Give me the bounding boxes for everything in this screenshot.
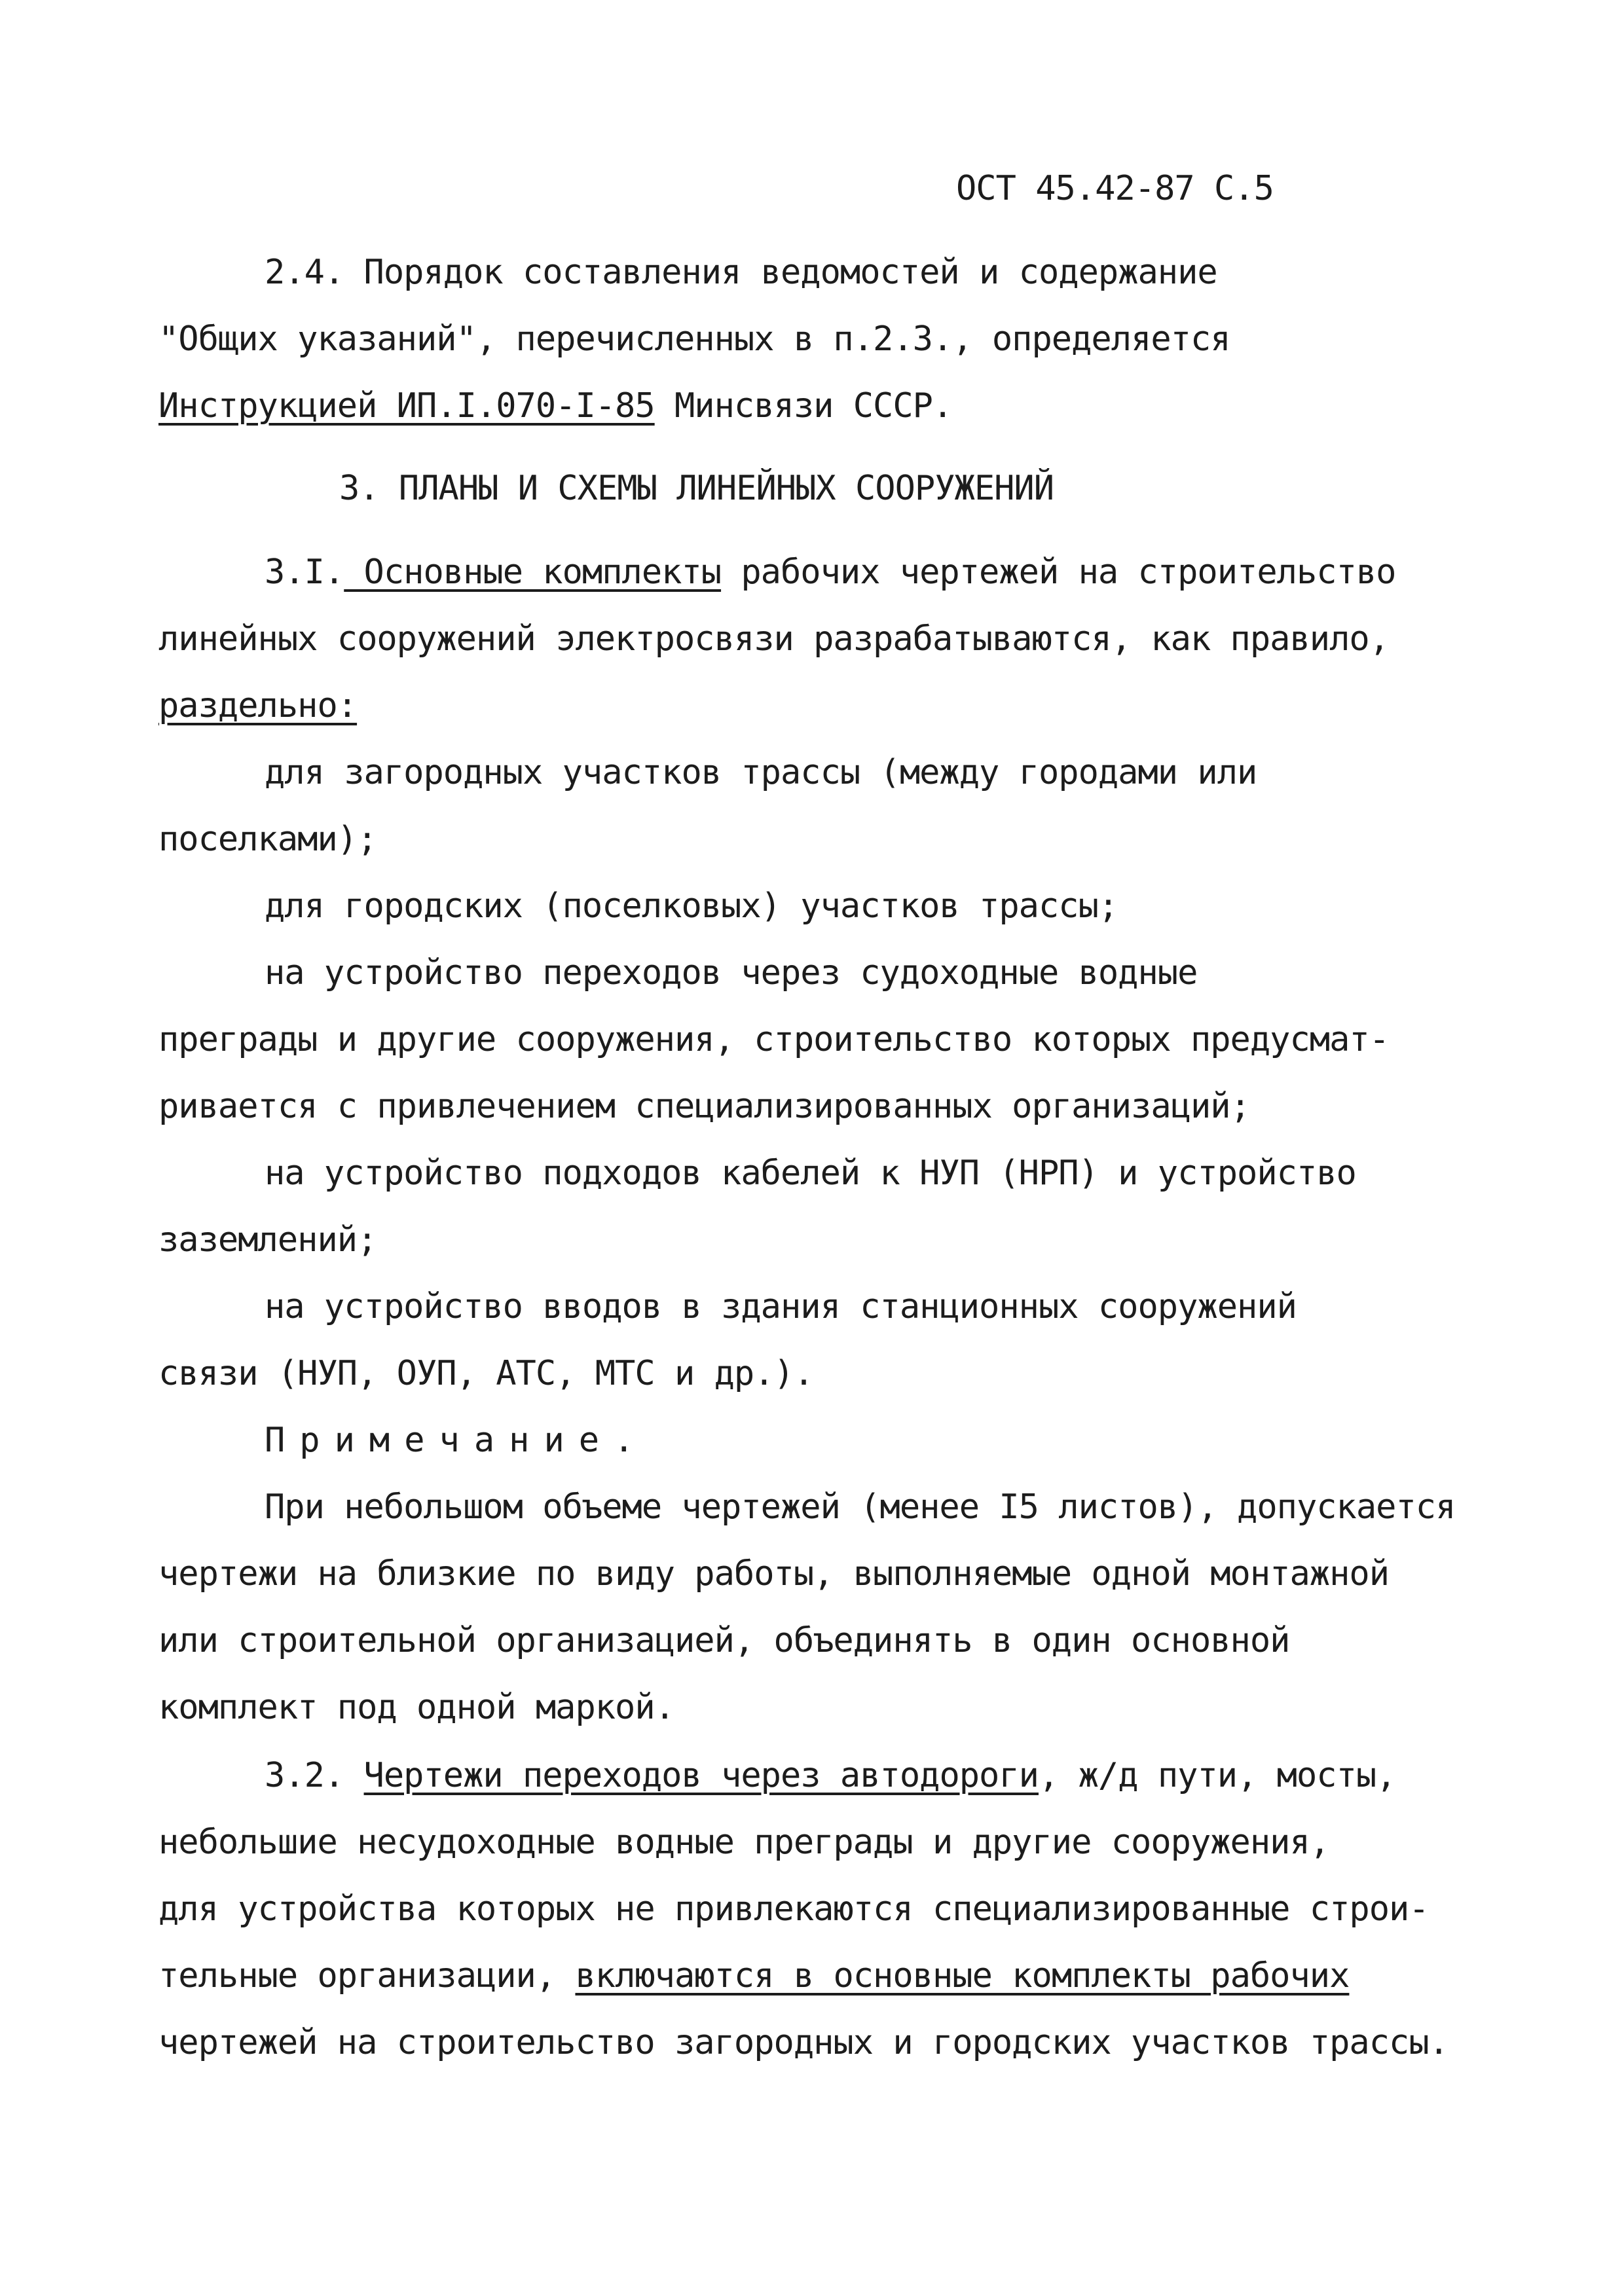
clause-3-1-number: 3.I.: [265, 553, 344, 592]
clause-3-1-line-3: [158, 686, 358, 725]
list-item-approaches-line-1: на устройство подходов кабелей к НУП (НРП) и устройство: [265, 1154, 1356, 1193]
main-sets-phrase: Основные комплекты: [344, 553, 722, 592]
note-label: Примечание.: [265, 1421, 649, 1460]
list-item-urban: для городских (поселковых) участков трассы;: [265, 886, 1118, 926]
clause-3-2-line-3: для устройства которых не привлекаются специализированные строи-: [158, 1889, 1429, 1929]
list-item-inputs-line-1: на устройство вводов в здания станционных сооружений: [265, 1287, 1297, 1326]
list-item-approaches-line-2: заземлений;: [158, 1220, 377, 1260]
included-in-main-sets-phrase: включаются в основные комплекты рабочих: [575, 1956, 1350, 1995]
separately-word: раздельно:: [158, 686, 358, 725]
list-item-crossings-line-3: ривается с привлечением специализированных организаций;: [158, 1087, 1250, 1126]
note-line-2: чертежи на близкие по виду работы, выполняемые одной монтажной: [158, 1554, 1390, 1594]
clause-3-2-line-4-start: тельные организации,: [158, 1956, 576, 1995]
clause-3-2-line-5: чертежей на строительство загородных и городских участков трассы.: [158, 2023, 1449, 2062]
list-item-inputs-line-2: связи (НУП, ОУП, АТС, МТС и др.).: [158, 1354, 814, 1393]
list-item-rural-line-2: поселками);: [158, 820, 377, 859]
clause-3-2-number: 3.2.: [265, 1756, 364, 1795]
list-item-rural-line-1: для загородных участков трассы (между городами или: [265, 753, 1257, 792]
clause-3-1-line-2: линейных сооружений электросвязи разрабатываются, как правило,: [158, 619, 1390, 659]
list-item-crossings-line-2: преграды и другие сооружения, строительство которых предусмат-: [158, 1020, 1390, 1059]
clause-3-1-line-1-rest: рабочих чертежей на строительство: [721, 553, 1396, 592]
clause-2-4-line-2: "Общих указаний", перечисленных в п.2.3., определяется: [158, 319, 1230, 359]
note-line-1: При небольшом объеме чертежей (менее I5 листов), допускается: [265, 1487, 1456, 1527]
instruction-reference: Инструкцией ИП.I.070-I-85: [158, 386, 655, 426]
clause-3-2-line-2: небольшие несудоходные водные преграды и другие сооружения,: [158, 1823, 1330, 1862]
clause-3-1-line-1: [265, 553, 1396, 592]
clause-2-4-line-1: 2.4. Порядок составления ведомостей и содержание: [265, 253, 1217, 292]
page-reference: ОСТ 45.42-87 С.5: [956, 169, 1274, 208]
ministry-text: Минсвязи СССР.: [654, 386, 953, 426]
clause-3-2-line-4: [158, 1956, 1350, 1995]
note-line-3: или строительной организацией, объединять в один основной: [158, 1621, 1290, 1660]
clause-3-2-line-1-rest: , ж/д пути, мосты,: [1038, 1756, 1396, 1795]
list-item-crossings-line-1: на устройство переходов через судоходные водные: [265, 953, 1198, 993]
section-3-heading: 3. ПЛАНЫ И СХЕМЫ ЛИНЕЙНЫХ СООРУЖЕНИЙ: [339, 469, 1054, 508]
note-line-4: комплект под одной маркой.: [158, 1688, 674, 1727]
crossing-drawings-phrase: Чертежи переходов через автодороги: [363, 1756, 1039, 1795]
clause-2-4-line-3: [158, 386, 953, 426]
clause-3-2-line-1: [265, 1758, 1396, 1793]
